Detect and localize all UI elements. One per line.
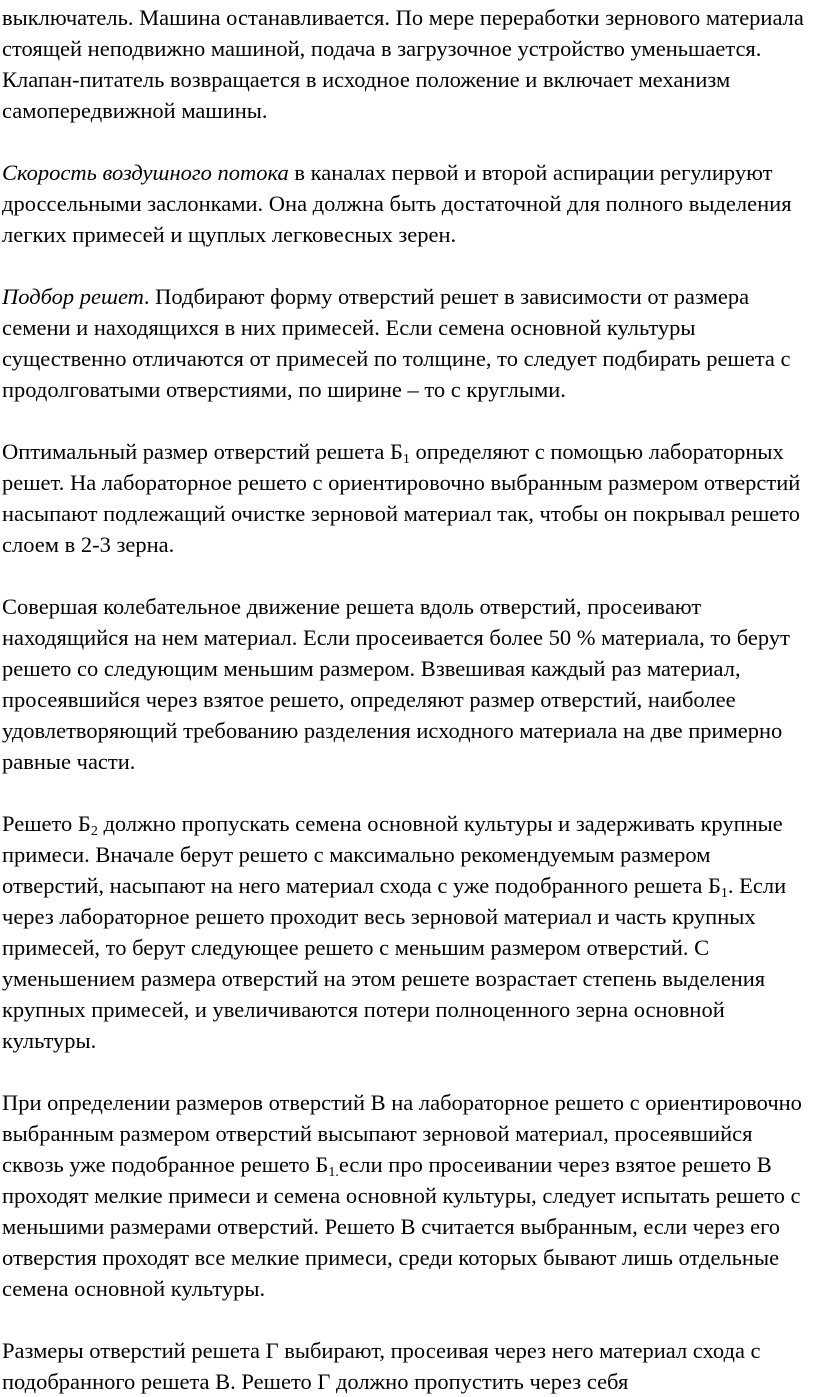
paragraph-sieve-b1-size bbox=[2, 436, 816, 560]
paragraph-sifting: Совершая колебательное движение решета вдоль отверстий, просеивают находящийся на нем материал. Если просеивается более 50 % материала, то берут решето со следующим меньшим размером. Взвешивая каждый раз материал, просеявшийся через взятое решето, определяют размер отверстий, наиболее удовлетворяющий требованию разделения исходного материала на две примерно равные части. bbox=[2, 594, 790, 774]
paragraph-sieve-v bbox=[2, 1087, 816, 1304]
paragraph-air-flow-speed bbox=[2, 157, 816, 250]
subscript: 2 bbox=[90, 824, 98, 839]
sieve-selection-term: Подбор решет bbox=[2, 284, 144, 309]
subscript: 1 bbox=[402, 452, 410, 467]
air-flow-speed-text: в каналах первой и второй аспирации регулируют дроссельными заслонками. Она должна быть достаточной для полного выделения легких примесей и щуплых легковесных зерен. bbox=[2, 160, 792, 247]
sieve-b1-text-end: определяют с помощью лабораторных решет. На лабораторное решето с ориентировочно выбранным размером отверстий насыпают подлежащий очистке зерновой материал так, чтобы он покрывал решето слоем в 2-3 зерна. bbox=[2, 439, 801, 557]
air-flow-speed-term: Скорость воздушного потока bbox=[2, 160, 289, 185]
paragraph-sieve-selection bbox=[2, 281, 816, 405]
sieve-b2-text-middle: должно пропускать семена основной культуры и задерживать крупные примеси. Вначале берут решето с максимально рекомендуемым размером отверстий, насыпают на него материал схода с уже подобранного решета Б bbox=[2, 811, 783, 898]
sieve-selection-text: . Подбирают форму отверстий решет в зависимости от размера семени и находящихся в них примесей. Если семена основной культуры существенно отличаются от примесей по толщине, то следует подбирать решета с продолговатыми отверстиями, по ширине – то с круглыми. bbox=[2, 284, 791, 402]
subscript: 1. bbox=[328, 1165, 339, 1180]
sieve-v-text-start: При определении размеров отверстий В на лабораторное решето с ориентировочно выбранным размером отверстий высыпают зерновой материал, просеявшийся сквозь уже подобранное решето Б bbox=[2, 1090, 802, 1177]
paragraph-sieve-g: Размеры отверстий решета Г выбирают, просеивая через него материал схода с подобранного решета В. Решето Г должно пропустить через себя bbox=[2, 1338, 761, 1394]
sieve-b2-text-start: Решето Б bbox=[2, 811, 91, 836]
paragraph-machine-stop: выключатель. Машина останавливается. По мере переработки зернового материала стоящей неподвижно машиной, подача в загрузочное устройство уменьшается. Клапан-питатель возвращается в исходное положение и включает механизм самопередвижной машины. bbox=[2, 5, 804, 123]
paragraph-sieve-b2 bbox=[2, 808, 816, 1056]
subscript: 1 bbox=[720, 886, 728, 901]
sieve-v-text-end: если про просеивании через взятое решето В проходят мелкие примеси и семена основной культуры, следует испытать решето с меньшими размерами отверстий. Решето В считается выбранным, если через его отверстия проходят все мелкие примеси, среди которых бывают лишь отдельные семена основной культуры. bbox=[2, 1152, 801, 1301]
sieve-b1-text-start: Оптимальный размер отверстий решета Б bbox=[2, 439, 403, 464]
sieve-b2-text-end: . Если через лабораторное решето проходит весь зерновой материал и часть крупных примесей, то берут следующее решето с меньшим размером отверстий. С уменьшением размера отверстий на этом решете возрастает степень выделения крупных примесей, и увеличиваются потери полноценного зерна основной культуры. bbox=[2, 873, 787, 1053]
